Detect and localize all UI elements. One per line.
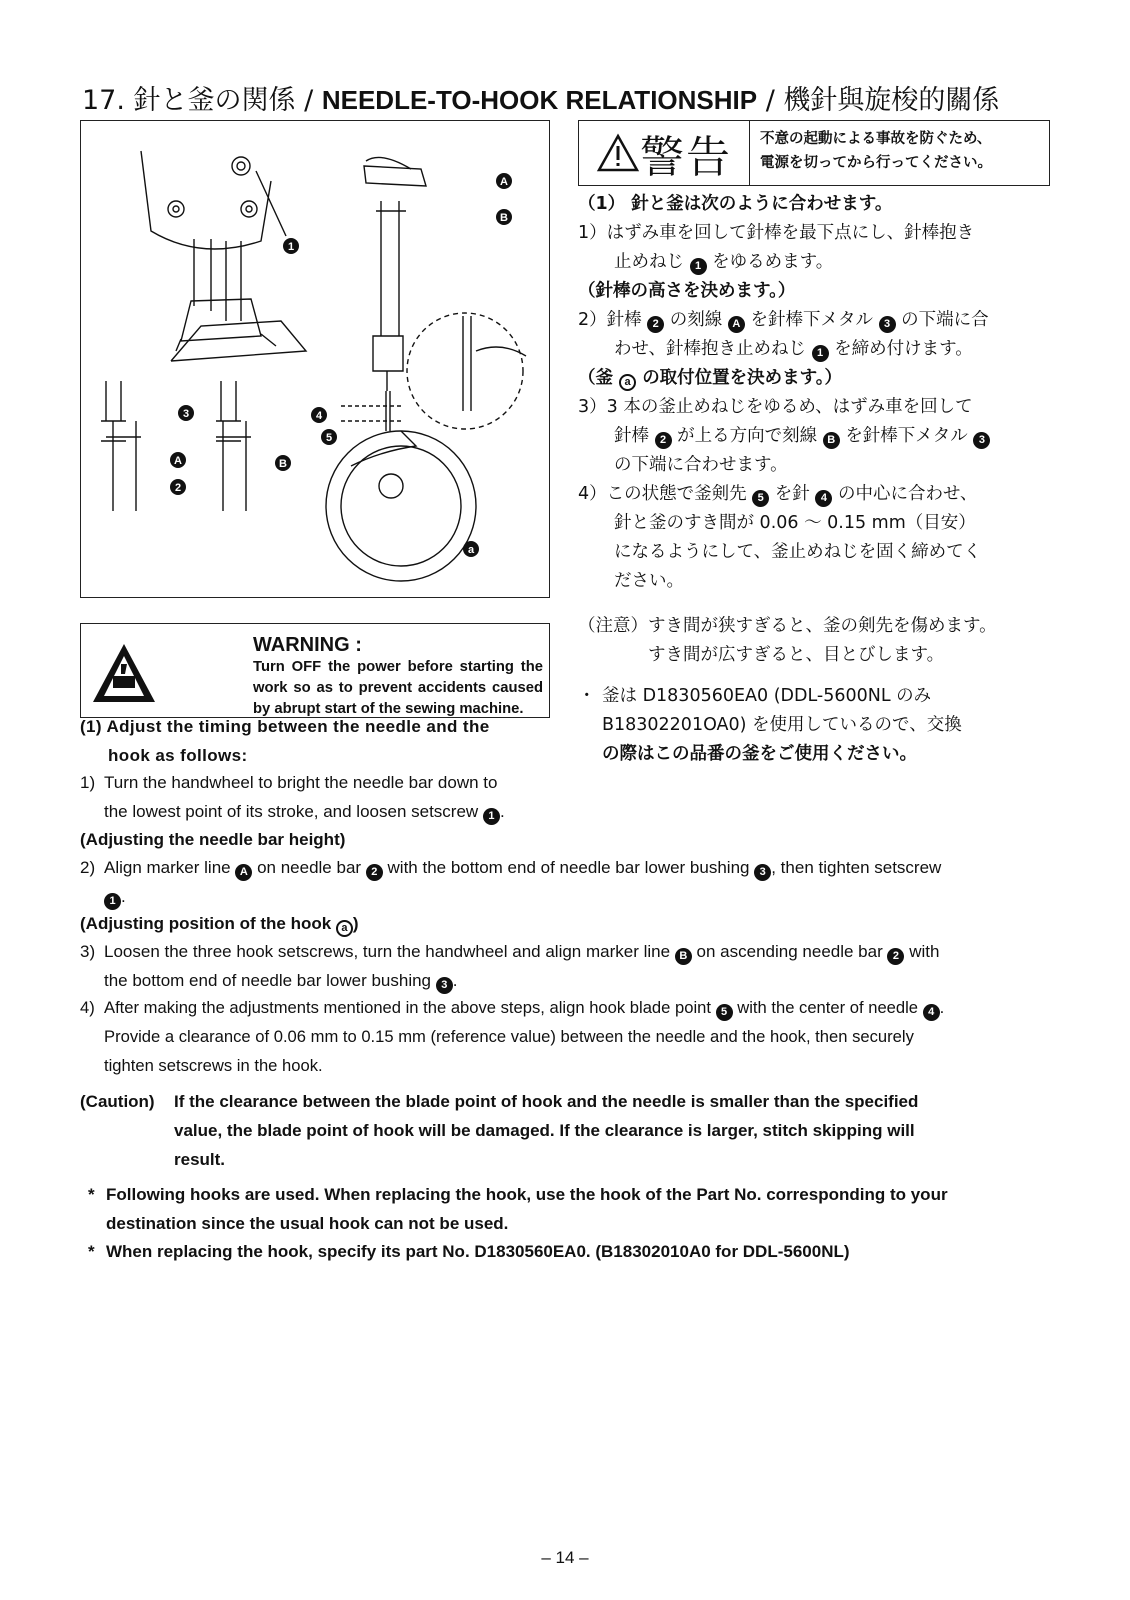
jp-note-bullet: ・ — [578, 686, 596, 706]
label-B-2: B — [279, 458, 287, 470]
jp-warning-box — [578, 120, 1050, 186]
title-japanese: 針と釜の関係 / — [133, 85, 314, 116]
jp-warning-text — [750, 121, 1049, 185]
en-caution: (Caution) If the clearance between the blade point of hook and the needle is smaller than the specified value, the blade point of hook will be damaged. If the clearance is larger, stitch skipping will result. — [80, 1087, 1060, 1174]
jp-caution-1: （注意）すき間が狭すぎると、釜の剣先を傷めます。 — [578, 616, 997, 636]
en-heading-3: (Adjusting position of the hook a ) — [80, 909, 359, 938]
title-english: NEEDLE-TO-HOOK RELATIONSHIP — [321, 85, 758, 115]
label-2: 2 — [174, 482, 182, 494]
jp-caution — [578, 612, 1058, 670]
en-step-2: 2) Align marker line A on needle bar 2 with the bottom end of needle bar lower bushing 3 , then tighten setscrew 1 . — [80, 853, 1050, 911]
jp-heading-2: （針棒の高さを決めます。） — [578, 281, 796, 301]
en-note-1: * Following hooks are used. When replacing the hook, use the hook of the Part No. corresponding to your destination since the usual hook can not be used. — [88, 1185, 948, 1233]
needle-hook-diagram — [81, 121, 548, 596]
jp-step-4d: ださい。 — [614, 571, 684, 591]
label-5: 5 — [325, 432, 333, 444]
triangle-icon — [596, 133, 640, 173]
en-warning-heading: WARNING : — [253, 634, 362, 656]
jp-warning-line2: 電源を切ってから行ってください。 — [760, 155, 992, 171]
page-title — [82, 78, 999, 117]
en-step-3: 3) Loosen the three hook setscrews, turn the handwheel and align marker line B on ascending needle bar 2 with the bottom end of needle bar lower bushing 3 . — [80, 937, 1050, 995]
jp-heading-3: （釜 a の取付位置を決めます。） — [578, 364, 1058, 393]
jp-note-2: B18302201OA0) を使用しているので、交換 — [602, 715, 962, 735]
label-A-2: A — [174, 455, 182, 467]
jp-step-3b: 針棒 2 が上る方向で刻線 B を針棒下メタル 3 — [578, 422, 1058, 451]
en-heading-1: (1) Adjust the timing between the needle and the hook as follows: — [80, 717, 490, 765]
jp-step-1a: 1）はずみ車を回して針棒を最下点にし、針棒抱き — [578, 223, 975, 243]
electric-hazard-icon — [91, 642, 157, 704]
label-a: a — [467, 544, 475, 556]
en-warning-body: Turn OFF the power before starting the work so as to prevent accidents caused by abrupt start of the sewing machine. — [253, 659, 543, 717]
en-heading-2: (Adjusting the needle bar height) — [80, 830, 346, 849]
jp-step-3c: の下端に合わせます。 — [614, 455, 788, 475]
jp-step-2b: わせ、針棒抱き止めねじ 1 を締め付けます。 — [578, 335, 1058, 364]
label-1: 1 — [287, 241, 295, 253]
label-B: B — [500, 212, 508, 224]
jp-step-2a: 2）針棒 2 の刻線 A を針棒下メタル 3 の下端に合 — [578, 306, 1058, 335]
jp-heading-1: （1） 針と釜は次のように合わせます。 — [578, 194, 893, 214]
jp-step-4c: になるようにして、釜止めねじを固く締めてく — [614, 542, 982, 562]
en-note-2: * When replacing the hook, specify its part No. D1830560EA0. (B18302010A0 for DDL-5600NL) — [88, 1242, 850, 1261]
warning-triangle-icon — [579, 121, 750, 185]
jp-step-1b: 止めねじ 1 をゆるめます。 — [578, 248, 1058, 277]
jp-instructions — [578, 190, 1058, 596]
jp-caution-2: すき間が広すぎると、目とびします。 — [648, 645, 945, 665]
en-warning-box — [80, 623, 550, 718]
caution-label: (Caution) — [80, 1092, 155, 1111]
jp-step-3a: 3）3 本の釜止めねじをゆるめ、はずみ車を回して — [578, 397, 973, 417]
warning-kanji: 警告 — [640, 132, 732, 183]
jp-note-3: の際はこの品番の釜をご使用ください。 — [602, 744, 917, 764]
label-4: 4 — [315, 410, 323, 422]
en-step-4: 4) After making the adjustments mentioned in the above steps, align hook blade point 5 with the center of needle 4 . Provide a clearance of 0.06 mm to 0.15 mm (reference value) between the needle and the hook, then securely tighten setscrews in the hook. — [80, 998, 945, 1075]
jp-step-4a: 4）この状態で釜剣先 5 を針 4 の中心に合わせ、 — [578, 480, 1058, 509]
jp-warning-line1: 不意の起動による事故を防ぐため、 — [760, 131, 992, 147]
label-3: 3 — [182, 408, 190, 420]
title-number: 17. — [82, 85, 125, 116]
label-A: A — [500, 176, 508, 188]
jp-note-1: 釜は D1830560EA0 (DDL-5600NL のみ — [602, 686, 932, 706]
needle-hook-figure — [80, 120, 550, 598]
jp-note — [578, 682, 1058, 769]
en-step-1: 1) Turn the handwheel to bright the needle bar down to the lowest point of its stroke, and loosen setscrew 1 . — [80, 768, 1050, 826]
jp-step-4b: 針と釜のすき間が 0.06 ～ 0.15 mm（目安） — [614, 513, 976, 533]
page-number: – 14 – — [541, 1548, 589, 1567]
title-chinese: / 機針與旋梭的關係 — [765, 85, 1000, 116]
